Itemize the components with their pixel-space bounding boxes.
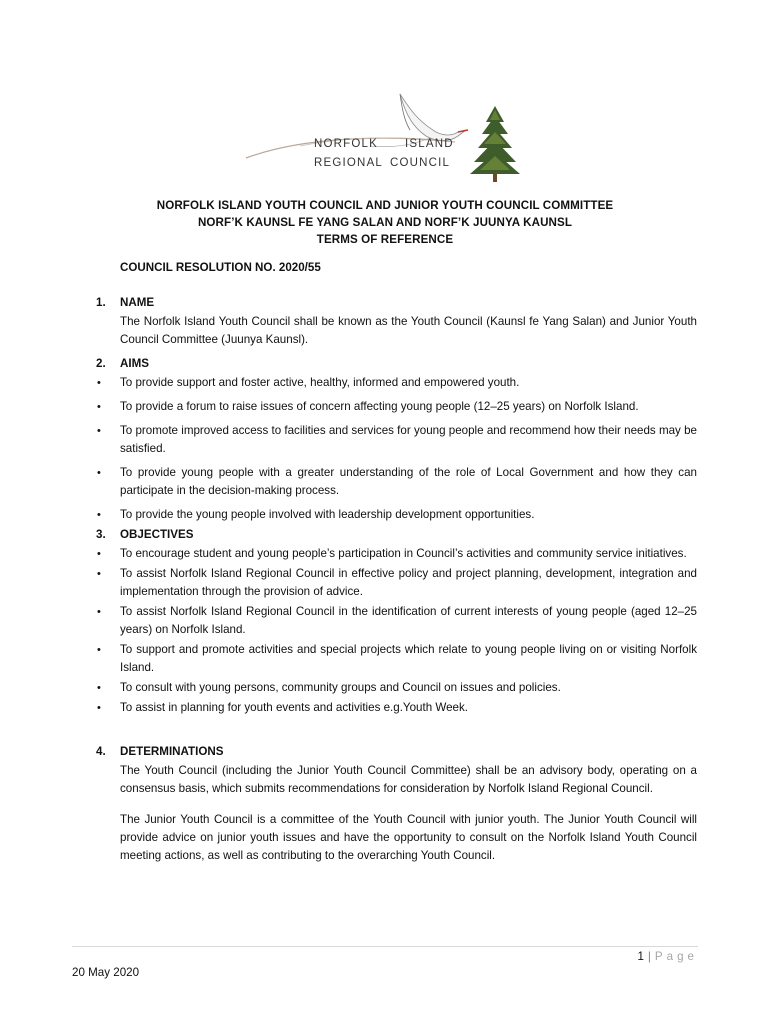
council-resolution: COUNCIL RESOLUTION NO. 2020/55 xyxy=(120,261,321,274)
page-word: Page xyxy=(654,950,698,963)
section-number: 3. xyxy=(96,528,106,541)
list-item xyxy=(97,464,697,500)
title-line-1: NORFOLK ISLAND YOUTH COUNCIL AND JUNIOR YOUTH COUNCIL COMMITTEE xyxy=(156,199,614,212)
section-number: 1. xyxy=(96,296,106,309)
bullet-icon: • xyxy=(97,682,101,694)
section-aims xyxy=(0,357,770,530)
list-item xyxy=(97,699,697,717)
footer-divider xyxy=(72,946,698,947)
bullet-icon: • xyxy=(97,467,101,479)
section-heading xyxy=(0,296,770,313)
bullet-icon: • xyxy=(97,425,101,437)
list-item xyxy=(97,565,697,601)
footer-date: 20 May 2020 xyxy=(72,966,140,979)
document-title xyxy=(0,197,770,248)
bullet-icon: • xyxy=(97,644,101,656)
council-logo xyxy=(240,86,540,186)
title-line-3: TERMS OF REFERENCE xyxy=(316,233,454,246)
logo-text-island: ISLAND xyxy=(405,138,454,150)
objectives-list xyxy=(0,545,770,717)
list-item xyxy=(97,679,697,697)
list-item xyxy=(97,374,697,392)
list-item-text: To provide a forum to raise issues of concern affecting young people (12–25 years) on Norfolk Island. xyxy=(120,400,639,413)
logo-text-norfolk: NORFOLK xyxy=(314,138,378,150)
list-item-text: To consult with young persons, community groups and Council on issues and policies. xyxy=(120,681,561,694)
list-item xyxy=(97,641,697,677)
section-number: 2. xyxy=(96,357,106,370)
section-name xyxy=(0,296,770,349)
list-item-text: To provide the young people involved with leadership development opportunities. xyxy=(120,508,535,521)
list-item xyxy=(97,506,697,524)
page-number-value: 1 xyxy=(637,950,644,963)
section-determinations xyxy=(0,745,770,865)
aims-list xyxy=(0,374,770,524)
list-item xyxy=(97,545,697,563)
bullet-icon: • xyxy=(97,377,101,389)
section-objectives xyxy=(0,528,770,719)
section-heading xyxy=(0,357,770,374)
logo-text-council: COUNCIL xyxy=(390,157,451,169)
list-item-text: To encourage student and young people’s participation in Council’s activities and community service initiatives. xyxy=(120,547,687,560)
section-title: DETERMINATIONS xyxy=(120,745,224,758)
list-item xyxy=(97,398,697,416)
section-heading xyxy=(0,745,770,762)
bullet-icon: • xyxy=(97,702,101,714)
section-title: OBJECTIVES xyxy=(120,528,194,541)
list-item-text: To provide support and foster active, healthy, informed and empowered youth. xyxy=(120,376,520,389)
section-title: AIMS xyxy=(120,357,149,370)
list-item xyxy=(97,422,697,458)
page-number-separator: | xyxy=(647,950,651,963)
section-paragraph: The Junior Youth Council is a committee of the Youth Council with junior youth. The Junior Youth Council will provide advice on junior youth issues and have the opportunity to consult on the Norfolk Island Youth Council meeting actions, as well as contributing to the overarching Youth Council. xyxy=(120,813,697,862)
bullet-icon: • xyxy=(97,509,101,521)
section-paragraph: The Youth Council (including the Junior Youth Council Committee) shall be an advisory body, operating on a consensus basis, which submits recommendations for consideration by Norfolk Island Regional Council. xyxy=(120,764,697,795)
section-heading xyxy=(0,528,770,545)
section-title: NAME xyxy=(120,296,155,309)
list-item-text: To promote improved access to facilities and services for young people and recommend how their needs may be satisfied. xyxy=(120,424,697,455)
section-number: 4. xyxy=(96,745,106,758)
list-item-text: To support and promote activities and special projects which relate to young people living on or visiting Norfolk Island. xyxy=(120,643,697,674)
bullet-icon: • xyxy=(97,606,101,618)
title-line-2: NORF’K KAUNSL FE YANG SALAN AND NORF’K JUUNYA KAUNSL xyxy=(197,216,573,229)
list-item xyxy=(97,603,697,639)
list-item-text: To assist in planning for youth events and activities e.g.Youth Week. xyxy=(120,701,469,714)
logo-graphic xyxy=(240,86,540,186)
logo-text-regional: REGIONAL xyxy=(314,157,384,169)
bullet-icon: • xyxy=(97,548,101,560)
section-paragraph: The Norfolk Island Youth Council shall be known as the Youth Council (Kaunsl fe Yang Salan) and Junior Youth Council Committee (Juunya Kaunsl). xyxy=(120,315,697,346)
page-number xyxy=(637,950,698,963)
list-item-text: To assist Norfolk Island Regional Council in effective policy and project planning, development, integration and implementation through the provision of advice. xyxy=(120,567,697,598)
list-item-text: To assist Norfolk Island Regional Council in the identification of current interests of young people (aged 12–25 years) on Norfolk Island. xyxy=(120,605,697,636)
list-item-text: To provide young people with a greater understanding of the role of Local Government and how they can participate in the decision-making process. xyxy=(120,466,697,497)
bullet-icon: • xyxy=(97,401,101,413)
bullet-icon: • xyxy=(97,568,101,580)
